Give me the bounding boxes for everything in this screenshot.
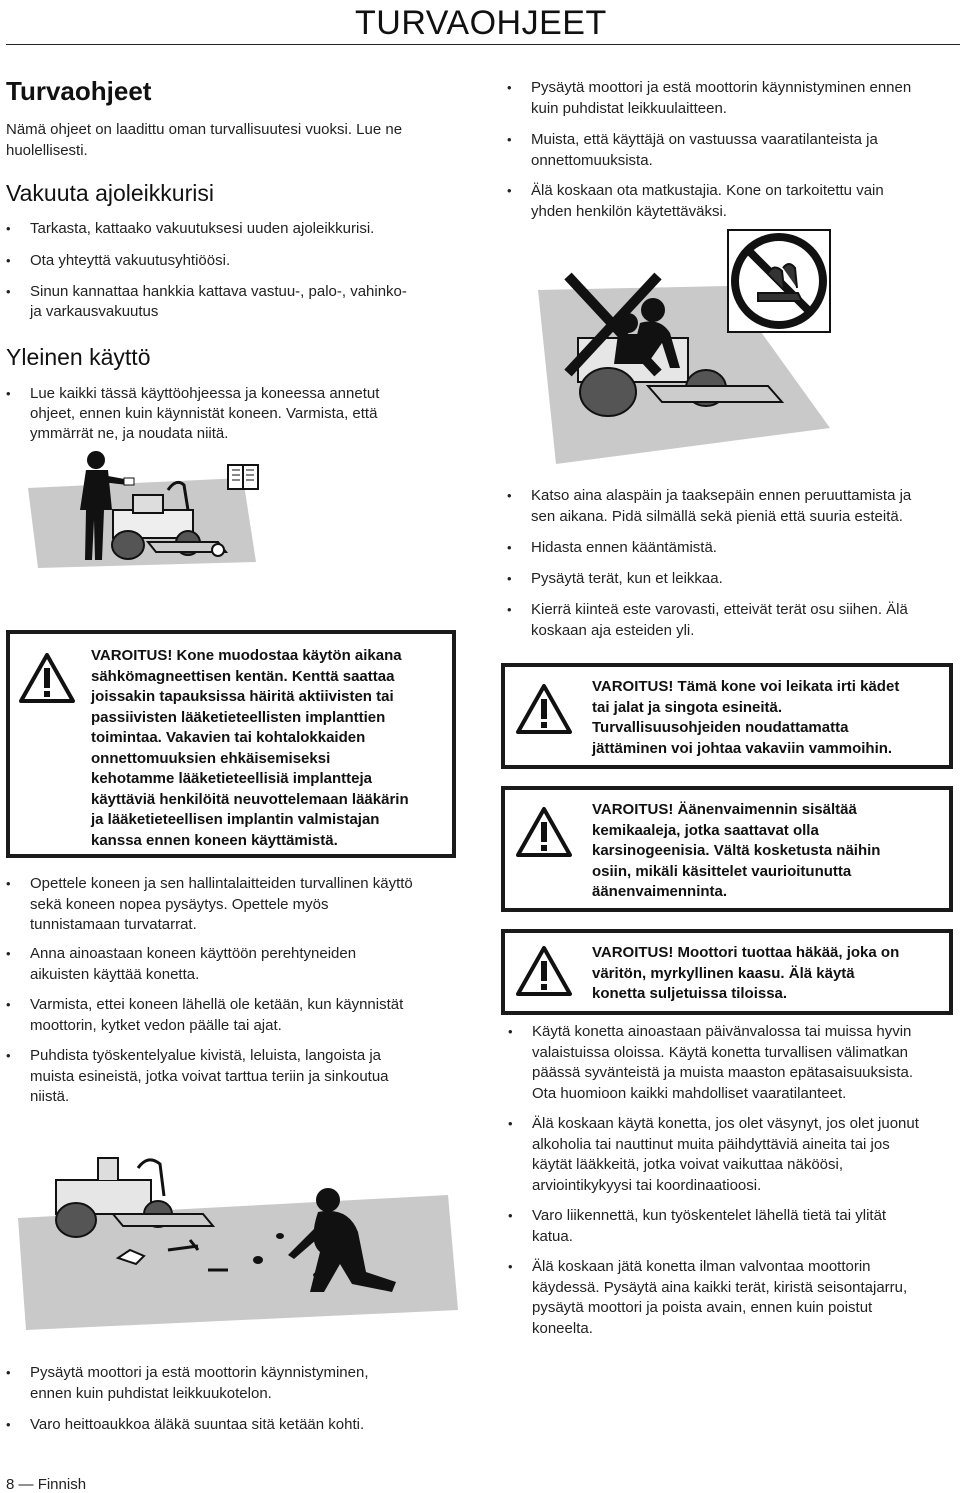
warning-triangle-icon (515, 683, 573, 735)
warning-emf-line: toimintaa. Vakavien tai kohtalokkaiden (91, 729, 366, 746)
bullet-line: • Katso aina alaspäin ja taaksepäin ennen peruuttamista ja (531, 487, 912, 504)
bullet-line: pysäytä moottori ja poista avain, ennen kuin poistut (532, 1299, 873, 1316)
right-bullet-c4 (532, 1257, 907, 1339)
bullet-line: • Älä koskaan jätä konetta ilman valvontaa moottorin (532, 1258, 871, 1275)
section-heading-turvaohjeet: Turvaohjeet (6, 76, 152, 106)
bullet-line: • Älä koskaan ota matkustajia. Kone on tarkoitettu vain (531, 182, 884, 199)
warning-line: tai jalat ja singota esineitä. (592, 698, 783, 716)
right-bullet-a3 (531, 181, 884, 222)
general-bullet-1-line3: ymmärrät ne, ja noudata niitä. (30, 425, 229, 442)
bullet-line: alkoholia tai nauttinut muita päihdyttäviä aineita tai jos (532, 1135, 890, 1153)
bullet-line: moottorin, kytket vedon päälle tai ajat. (30, 1016, 282, 1034)
manual-reading-illustration (28, 450, 268, 580)
warning-emf-line: passiivisten lääketieteellisten implanttien (91, 708, 386, 726)
bullet-line: • Opettele koneen ja sen hallintalaitteiden turvallinen käyttö (30, 875, 413, 892)
footer-dash: — (18, 1476, 34, 1493)
bullet-line: sekä koneen nopea pysäytys. Opettele myös (30, 895, 329, 913)
warning-line: jättäminen voi johtaa vakaviin vammoihin. (592, 739, 893, 757)
general-bullet-1: • Lue kaikki tässä käyttöohjeessa ja koneessa annetut (30, 384, 379, 405)
left-bullet-c2 (30, 1415, 364, 1436)
bullet-line: koneelta. (532, 1319, 593, 1337)
bullet-line: käydessä. Pysäytä aina kaikki terät, kiristä seisontajarru, (532, 1278, 908, 1296)
warning-line: väritön, myrkyllinen kaasu. Älä käytä (592, 964, 855, 982)
bullet-line: valaistuissa oloissa. Käytä konetta turvallisen välimatkan (532, 1043, 909, 1061)
warning-line: karsinogeenisia. Vältä kosketusta näihin (592, 842, 881, 859)
page-title: TURVAOHJEET (355, 4, 607, 42)
right-bullet-c2 (532, 1114, 919, 1196)
warning-muffler-box (501, 786, 953, 912)
bullet-line: päässä syvänteistä ja muista maaston epätasaisuuksista. (532, 1064, 914, 1081)
warning-line: kemikaaleja, jotka saattavat olla (592, 821, 819, 839)
warning-line: VAROITUS! Moottori tuottaa häkää, joka on (592, 944, 900, 961)
left-bullet-b1 (30, 874, 413, 936)
warning-cut-box (501, 663, 953, 769)
insurance-bullet-2: • Ota yhteyttä vakuutusyhtiöösi. (30, 251, 230, 272)
warning-emf-line: VAROITUS! Kone muodostaa käytön aikana (91, 647, 402, 664)
insurance-heading: Vakuuta ajoleikkurisi (6, 180, 214, 206)
bullet-line: • Puhdista työskentelyalue kivistä, leluista, langoista ja (30, 1047, 382, 1064)
bullet-line: ennen kuin puhdistat leikkuukotelon. (30, 1384, 272, 1402)
warning-line: konetta suljetuissa tiloissa. (592, 985, 788, 1002)
warning-emf-box (6, 630, 456, 858)
bullet-line: koskaan aja esteiden yli. (531, 621, 695, 639)
no-passengers-illustration (528, 228, 838, 468)
warning-emf-line: ja lääketieteellisen implantin valmistajan (91, 811, 380, 828)
warning-triangle-icon (515, 806, 573, 858)
header-rule (6, 44, 960, 45)
general-heading: Yleinen käyttö (6, 344, 151, 370)
warning-emf-line: käyttäviä henkilöitä neuvottelemaan lääkärin (91, 790, 409, 808)
bullet-line: • Hidasta ennen kääntämistä. (531, 539, 717, 556)
left-bullet-b3 (30, 995, 403, 1036)
bullet-line: muista esineistä, jotka voivat tarttua teriin ja sinkoutua (30, 1067, 389, 1085)
insurance-bullet-3-cont: ja varkausvakuutus (30, 303, 159, 320)
bullet-line: tunnistamaan turvatarrat. (30, 916, 197, 933)
left-bullet-b2 (30, 944, 356, 985)
bullet-line: • Pysäytä moottori ja estä moottorin käynnistyminen, (30, 1364, 369, 1381)
bullet-line: • Pysäytä moottori ja estä moottorin käynnistyminen ennen (531, 79, 912, 96)
bullet-line: aikuisten käyttää konetta. (30, 965, 200, 983)
intro-line-1: Nämä ohjeet on laadittu oman turvallisuutesi vuoksi. Lue ne (6, 121, 403, 138)
bullet-line: • Älä koskaan käytä konetta, jos olet väsynyt, jos olet juonut (532, 1115, 919, 1132)
left-bullet-b4 (30, 1046, 389, 1108)
warning-emf-line: joissakin tapauksissa häiritä aktiivisten tai (91, 688, 394, 705)
footer-language: Finnish (37, 1476, 87, 1493)
bullet-line: • Anna ainoastaan koneen käyttöön perehtyneiden (30, 945, 357, 962)
page-header (0, 0, 960, 48)
right-bullet-c1 (532, 1022, 913, 1104)
warning-muffler-text (592, 800, 880, 903)
bullet-line: • Pysäytä terät, kun et leikkaa. (531, 570, 723, 587)
bullet-line: • Varo liikennettä, kun työskentelet lähellä tietä tai ylität (532, 1207, 887, 1224)
insurance-bullet-1: • Tarkasta, kattaako vakuutuksesi uuden ajoleikkurisi. (30, 219, 374, 240)
bullet-line: onnettomuuksista. (531, 151, 653, 169)
bullet-line: • Kierrä kiinteä este varovasti, etteivät terät osu siihen. Älä (531, 601, 908, 618)
insurance-bullet-3: • Sinun kannattaa hankkia kattava vastuu-, palo-, vahinko- (30, 282, 407, 303)
warning-line: Turvallisuusohjeiden noudattamatta (592, 719, 849, 736)
bullet-line: niistä. (30, 1088, 70, 1105)
bullet-line: sen aikana. Pidä silmällä sekä pieniä että suuria esteitä. (531, 507, 903, 525)
bullet-line: • Varmista, ettei koneen lähellä ole ketään, kun käynnistät (30, 996, 404, 1013)
warning-line: VAROITUS! Tämä kone voi leikata irti kädet (592, 678, 900, 695)
right-bullet-c3 (532, 1206, 886, 1247)
warning-co-text (592, 943, 899, 1005)
warning-cut-text (592, 677, 899, 759)
intro-line-2: huolellisesti. (6, 142, 88, 159)
right-bullet-b4 (531, 600, 908, 641)
right-bullet-b1 (531, 486, 911, 527)
bullet-line: yhden henkilön käytettäväksi. (531, 202, 727, 220)
bullet-line: • Varo heittoaukkoa äläkä suuntaa sitä ketään kohti. (30, 1416, 365, 1433)
page-number: 8 (6, 1476, 15, 1493)
warning-line: VAROITUS! Äänenvaimennin sisältää (592, 801, 857, 818)
page-footer (6, 1476, 86, 1493)
warning-co-box (501, 929, 953, 1015)
warning-emf-text (91, 646, 409, 851)
left-bullet-c1 (30, 1363, 368, 1404)
warning-emf-line: kanssa ennen koneen käyttämistä. (91, 831, 338, 849)
warning-line: äänenvaimenninta. (592, 883, 728, 900)
right-bullet-b3 (531, 569, 723, 590)
warning-line: osiin, mikäli käsittelet vaurioitunutta (592, 862, 852, 880)
right-bullet-b2 (531, 538, 717, 559)
bullet-line: arviointikykyysi tai koordinaatioosi. (532, 1176, 762, 1194)
bullet-line: Ota huomioon kaikki mahdolliset vaaratilanteet. (532, 1084, 847, 1102)
right-bullet-a1 (531, 78, 911, 119)
warning-emf-line: kehotamme lääketieteellisiä implantteja (91, 770, 372, 787)
bullet-line: katua. (532, 1227, 573, 1245)
right-bullet-a2 (531, 130, 878, 171)
bullet-line: käytät lääkkeitä, jotka voivat vaikuttaa näköösi, (532, 1156, 844, 1173)
warning-emf-line: sähkömagneettisen kentän. Kenttä saattaa (91, 667, 395, 685)
warning-triangle-icon (515, 945, 573, 997)
bullet-line: • Käytä konetta ainoastaan päivänvalossa tai muissa hyvin (532, 1023, 912, 1040)
bullet-line: • Muista, että käyttäjä on vastuussa vaaratilanteista ja (531, 131, 878, 148)
clear-area-illustration (18, 1140, 458, 1340)
bullet-line: kuin puhdistat leikkuulaitteen. (531, 99, 727, 117)
warning-emf-line: onnettomuuksien ehkäisemiseksi (91, 749, 331, 767)
warning-triangle-icon (18, 652, 76, 704)
general-bullet-1-line2: ohjeet, ennen kuin käynnistät koneen. Varmista, että (30, 405, 378, 422)
